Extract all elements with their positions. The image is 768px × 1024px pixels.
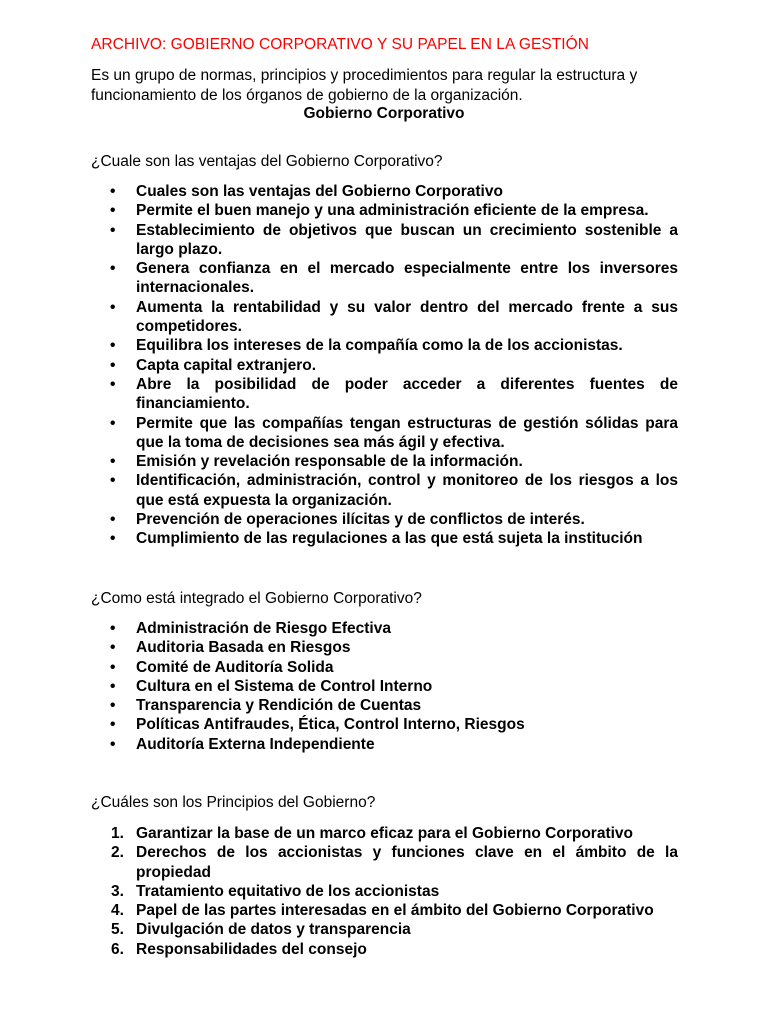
list-item: • Cumplimiento de las regulaciones a las que está sujeta la institución: [91, 529, 678, 548]
question-principios: ¿Cuáles son los Principios del Gobierno?: [91, 794, 376, 811]
question-integrado: ¿Como está integrado el Gobierno Corporativo?: [91, 590, 422, 607]
list-item: [91, 940, 678, 959]
list-text: Tratamiento equitativo de los accionistas: [136, 882, 440, 900]
list-text: Responsabilidades del consejo: [136, 940, 367, 958]
list-item: [91, 882, 678, 901]
list-item: • Capta capital extranjero.: [91, 356, 678, 375]
list-item: • Políticas Antifraudes, Ética, Control Interno, Riesgos: [91, 715, 678, 734]
principios-list: [91, 824, 678, 959]
list-item: • Cuales son las ventajas del Gobierno Corporativo: [91, 182, 678, 201]
list-item: • Cultura en el Sistema de Control Interno: [91, 677, 678, 696]
list-text: Derechos de los accionistas y funciones clave en el ámbito de la propiedad: [136, 844, 678, 881]
list-item: • Genera confianza en el mercado especialmente entre los inversores internacionales.: [91, 259, 678, 298]
list-item: • Permite el buen manejo y una administración eficiente de la empresa.: [91, 201, 678, 220]
list-item: • Transparencia y Rendición de Cuentas: [91, 696, 678, 715]
list-number: 3.: [111, 882, 124, 900]
list-item: • Administración de Riesgo Efectiva: [91, 619, 678, 638]
list-item: [91, 843, 678, 882]
list-number: 5.: [111, 921, 124, 939]
list-item: • Emisión y revelación responsable de la información.: [91, 452, 678, 471]
list-text: Garantizar la base de un marco eficaz para el Gobierno Corporativo: [136, 825, 634, 842]
list-item: • Comité de Auditoría Solida: [91, 658, 678, 677]
list-item: • Equilibra los intereses de la compañía como la de los accionistas.: [91, 336, 678, 355]
list-item: • Auditoría Externa Independiente: [91, 735, 678, 754]
list-number: 4.: [111, 902, 124, 920]
list-text: Divulgación de datos y transparencia: [136, 921, 411, 939]
list-number: 2.: [111, 844, 124, 862]
list-number: 1.: [111, 825, 124, 842]
list-item: • Prevención de operaciones ilícitas y de conflictos de interés.: [91, 510, 678, 529]
list-item: • Establecimiento de objetivos que buscan un crecimiento sostenible a largo plazo.: [91, 221, 678, 260]
list-item: • Abre la posibilidad de poder acceder a diferentes fuentes de financiamiento.: [91, 375, 678, 414]
document-title: ARCHIVO: GOBIERNO CORPORATIVO Y SU PAPEL EN LA GESTIÓN: [91, 36, 589, 53]
list-item: [91, 920, 678, 939]
list-number: 6.: [111, 940, 124, 958]
list-item: [91, 824, 678, 843]
question-ventajas: ¿Cuale son las ventajas del Gobierno Corporativo?: [91, 153, 443, 170]
list-item: [91, 901, 678, 920]
section-heading: Gobierno Corporativo: [303, 105, 465, 122]
intro-paragraph: Es un grupo de normas, principios y procedimientos para regular la estructura y funcionamiento de los órganos de gobierno de la organización.: [91, 67, 638, 104]
list-text: Papel de las partes interesadas en el ámbito del Gobierno Corporativo: [136, 902, 654, 920]
integrado-list: [91, 619, 678, 754]
list-item: • Identificación, administración, control y monitoreo de los riesgos a los que está expuesta la organización.: [91, 471, 678, 510]
ventajas-list: [91, 182, 678, 549]
list-item: • Permite que las compañías tengan estructuras de gestión sólidas para que la toma de decisiones sea más ágil y efectiva.: [91, 414, 678, 453]
list-item: • Auditoria Basada en Riesgos: [91, 638, 678, 657]
list-item: • Aumenta la rentabilidad y su valor dentro del mercado frente a sus competidores.: [91, 298, 678, 337]
